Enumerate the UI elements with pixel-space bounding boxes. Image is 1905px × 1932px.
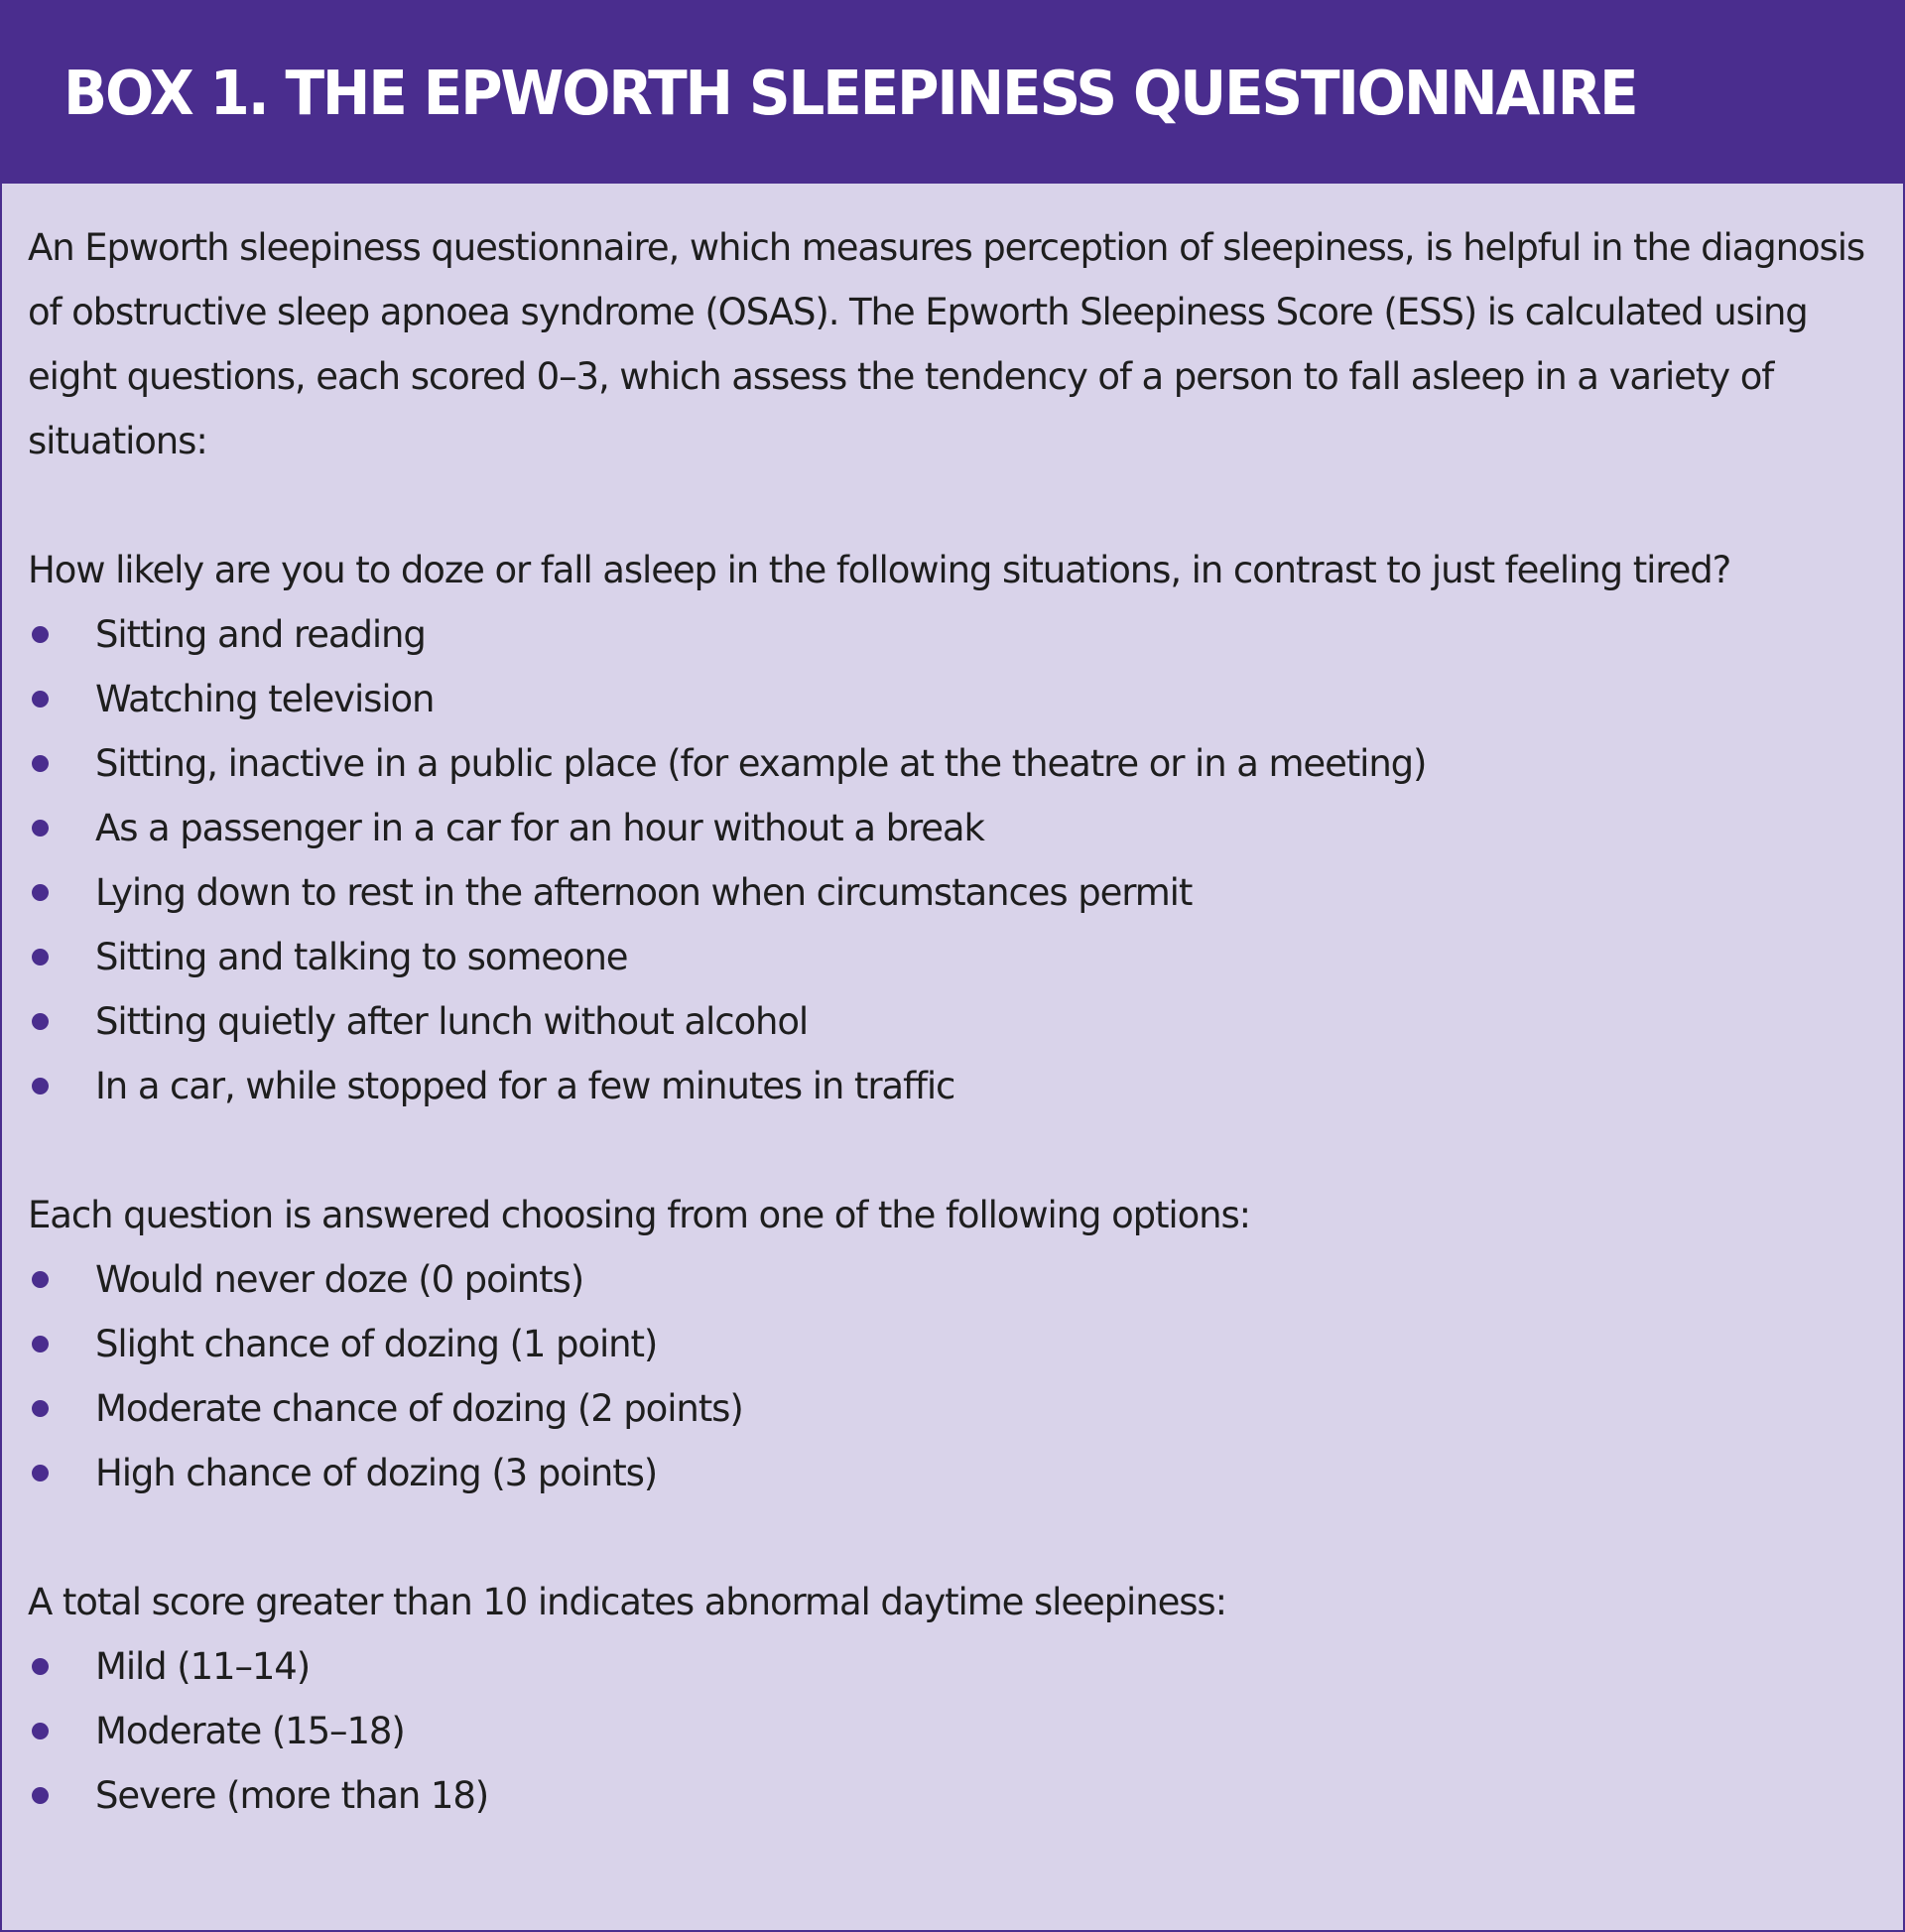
- bullet-icon: [32, 1723, 49, 1739]
- list-item: [28, 989, 1877, 1054]
- list-item-text: Lying down to rest in the afternoon when circumstances permit: [95, 871, 1193, 914]
- spacer: [28, 1505, 1877, 1570]
- bullet-icon: [32, 949, 49, 966]
- list-item: [28, 925, 1877, 989]
- bullet-icon: [32, 1271, 49, 1288]
- list-item-text: High chance of dozing (3 points): [95, 1452, 658, 1494]
- list-item-text: Sitting and talking to someone: [95, 936, 628, 978]
- list-item-text: In a car, while stopped for a few minutes in traffic: [95, 1065, 955, 1107]
- list-item: [28, 731, 1877, 796]
- bullet-icon: [32, 626, 49, 643]
- bullet-icon: [32, 1787, 49, 1804]
- list-item: [28, 860, 1877, 925]
- list-item-text: Sitting and reading: [95, 613, 426, 656]
- list-item: [28, 1312, 1877, 1376]
- list-item: [28, 1247, 1877, 1312]
- list-item: [28, 796, 1877, 860]
- list-item: [28, 1054, 1877, 1118]
- situations-question: How likely are you to doze or fall asleep in the following situations, in contrast to just feeling tired?: [28, 549, 1731, 591]
- spacer: [28, 1118, 1877, 1183]
- list-item: [28, 1376, 1877, 1441]
- list-item: [28, 1763, 1877, 1828]
- situations-list: [28, 602, 1877, 1118]
- box-body: [2, 184, 1903, 1828]
- list-item-text: Would never doze (0 points): [95, 1258, 584, 1301]
- box-header: [2, 2, 1903, 184]
- bullet-icon: [32, 1465, 49, 1481]
- list-item: [28, 667, 1877, 731]
- bullet-icon: [32, 1400, 49, 1417]
- bullet-icon: [32, 1336, 49, 1352]
- options-lead: Each question is answered choosing from one of the following options:: [28, 1194, 1251, 1236]
- list-item-text: Sitting, inactive in a public place (for example at the theatre or in a meeting): [95, 742, 1427, 785]
- list-item: [28, 1634, 1877, 1699]
- list-item-text: As a passenger in a car for an hour without a break: [95, 807, 984, 849]
- scoring-list: [28, 1634, 1877, 1828]
- intro-paragraph: An Epworth sleepiness questionnaire, which measures perception of sleepiness, is helpful in the diagnosis of obstructive sleep apnoea syndrome (OSAS). The Epworth Sleepiness Score (ESS) is calculated using eight questions, each scored 0–3, which assess the tendency of a person to fall asleep in a variety of situations:: [28, 226, 1865, 462]
- box-title: BOX 1. THE EPWORTH SLEEPINESS QUESTIONNAIRE: [64, 57, 1637, 129]
- scoring-lead: A total score greater than 10 indicates abnormal daytime sleepiness:: [28, 1581, 1226, 1623]
- list-item-text: Moderate (15–18): [95, 1710, 405, 1752]
- options-list: [28, 1247, 1877, 1505]
- bullet-icon: [32, 884, 49, 901]
- spacer: [28, 473, 1877, 538]
- list-item: [28, 1441, 1877, 1505]
- bullet-icon: [32, 1013, 49, 1030]
- list-item-text: Severe (more than 18): [95, 1774, 489, 1817]
- list-item-text: Slight chance of dozing (1 point): [95, 1323, 658, 1365]
- list-item: [28, 602, 1877, 667]
- bullet-icon: [32, 755, 49, 772]
- list-item-text: Moderate chance of dozing (2 points): [95, 1387, 743, 1430]
- bullet-icon: [32, 1658, 49, 1675]
- bullet-icon: [32, 691, 49, 708]
- bullet-icon: [32, 1078, 49, 1095]
- list-item: [28, 1699, 1877, 1763]
- list-item-text: Mild (11–14): [95, 1645, 311, 1688]
- bullet-icon: [32, 820, 49, 837]
- list-item-text: Sitting quietly after lunch without alcohol: [95, 1000, 809, 1043]
- list-item-text: Watching television: [95, 678, 435, 720]
